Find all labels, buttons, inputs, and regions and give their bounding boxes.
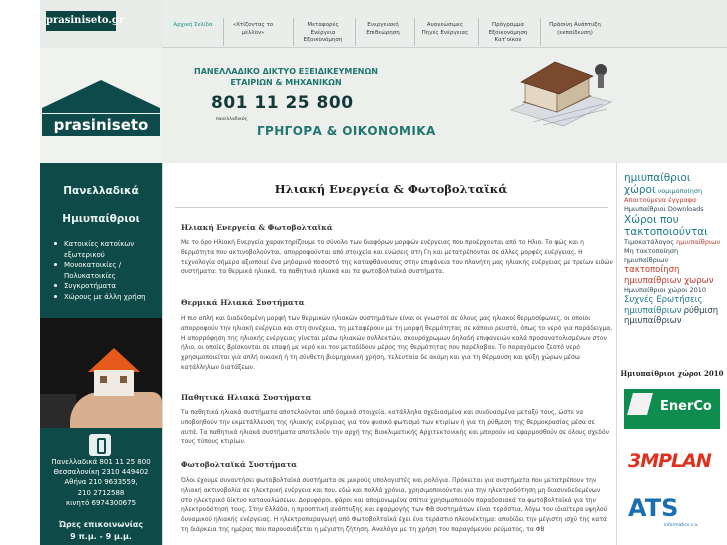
tag-link[interactable]: Απαιτούμενα έγγραφα — [624, 196, 697, 204]
ad-3mplan[interactable] — [624, 444, 720, 484]
nav-building-future[interactable]: «Χτίζοντας το μέλλον» — [232, 22, 274, 36]
nav-divider — [293, 18, 294, 46]
banner-small-label: πανελλαδικός — [216, 117, 248, 122]
nav-transport-energy[interactable]: Μεταφορές Ενέργεια Εξοικονόμηση — [303, 22, 343, 43]
nav-divider — [223, 18, 224, 46]
tag-link[interactable]: Ημιυπαίθριοι Downloads — [624, 205, 704, 213]
tag-link[interactable]: ρύθμιση ημιυπαίθριων — [624, 305, 719, 326]
page-title: Ηλιακή Ενεργεία & Φωτοβολταϊκά — [274, 182, 508, 196]
hours-value: 9 π.μ. - 9 μ.μ. — [70, 532, 132, 541]
title-divider — [175, 207, 608, 208]
sidebar-item-monokatoikies[interactable]: Μονοκατοικίες / Πολυκατοικίες — [52, 260, 160, 281]
contact-line-4: 210 2712588 — [77, 489, 125, 497]
tag-link[interactable]: τακτοποίηση ημιυπαίθριων χωρων — [624, 265, 714, 286]
banner-network-line2: ΕΤΑΙΡΙΩΝ & ΜΗΧΑΝΙΚΩΝ — [230, 78, 342, 87]
tag-link[interactable]: ημιυπαίθριων — [676, 238, 721, 246]
tag-link[interactable]: νομιμοποίηση — [655, 187, 703, 195]
nav-energy-inspection[interactable]: Ενεργειακή Επιθεώρηση — [366, 22, 400, 36]
house-roof-shape — [88, 348, 140, 372]
nav-green-growth[interactable]: Πράσινη Ανάπτυξη (εκπαίδευση) — [549, 22, 601, 36]
sidebar-item-sygkrotimata[interactable]: Συγκροτήματα — [52, 281, 160, 292]
sidebar-heading-panelladika[interactable]: Πανελλαδικά — [63, 185, 139, 197]
ads-title: Ημιυπαίθριοι χώροι 2010 — [620, 369, 724, 378]
section-heading-thermal: Θερμικά Ηλιακά Συστήματα — [181, 298, 305, 307]
tag-link[interactable]: Μη τακτοποίηση ημιυπαίθριων — [624, 247, 679, 264]
section-heading-pv: Φωτοβολταϊκά Συστήματα — [181, 460, 298, 469]
sidebar-item-alli-xrisi[interactable]: Χώρους με άλλη χρήση — [52, 292, 160, 303]
ad-enerco-label: EnerCo — [660, 399, 712, 414]
logo-stripe — [42, 108, 160, 113]
hours-title: Ώρες επικοινωνίας — [58, 520, 144, 529]
section-body-solar: Με το όρο Ηλιακή Ενεργεία χαρακτηρίζουμε το σύνολο των διαφόρων μορφών ενέργειας που προέρχονται από το Ηλιο. Το φώς και η θερμότητα που ακτινοβολούνται, απορροφούνται από στοιχεία και ενώσεις στη Γη και μετατρέπονται σε άλλες μορφές ενέργειας. Η τεχνολογία σήμερα αξιοποιεί ένα μηδαμινό ποσοστό της καταφθάνουσας στην επιφάνεια του πλανήτη μας ηλιακής ενέργειας με τρείων ειδών συστήματα: τα θερμικά ηλιακά, τα παθητικά ηλιακά και τα φωτοβολταϊκά συστήματα. — [181, 239, 613, 276]
nav-home[interactable]: Αρχική Σελίδα — [173, 22, 213, 28]
tag-link[interactable]: Ημιυπαίθριοι χώροι 2010 — [624, 286, 707, 294]
tag-link[interactable]: Συχνές Ερωτήσεις ημιυπαίθριων — [624, 295, 703, 316]
ad-ats-sub: informatics s.a. — [664, 523, 699, 528]
logo-text[interactable]: prasiniseto — [42, 114, 160, 136]
ad-3mplan-label: 3MPLAN — [628, 450, 711, 472]
banner-network-line1: ΠΑΝΕΛΛΑΔΙΚΟ ΔΙΚΤΥΟ ΕΞΕΙΔΙΚΕΥΜΕΝΩΝ — [194, 67, 378, 76]
contact-line-2: Θεσσαλονίκη 2310 449402 — [53, 468, 149, 476]
ad-enerco[interactable] — [624, 389, 720, 429]
tag-link[interactable]: Χώροι που τακτοποιούνται — [624, 214, 708, 238]
nav-renewable[interactable]: Ανανεώσιμες Πηγές Ενέργειας — [421, 22, 469, 36]
hand-shape — [70, 392, 162, 428]
sidebar-list — [52, 239, 160, 302]
sidebar-item-exoterikou[interactable]: Κατοικίες κατοίκων εξωτερικού — [52, 239, 160, 260]
section-body-thermal: Η πιο απλή και διαδεδομένη μορφή των θερμικών ηλιακών συστημάτων είναι οι γνωστοί σε όλους μας ηλιακοί θερμοσίφωνες, οι οποίοι απορροφούν την ηλιακή ενέργεια και στη συνέχεια, τη μεταφέρουν με τη μορφή θερμότητας σε κάποιο ρευστό, όπως το νερό για παράδειγμα. Η απορρόφηση της ηλιακής ενέργειας γίνεται μέσω ηλιακών συλλεκτών, σκουρόχρωμων δηλαδή επιφανειών καλά προσανατολισμένων στον ήλιο, οι οποίες βρίσκονται σε επαφή με νερό και τον μεταδίδουν μέρος της θερμότητας που παρέλαβαν. Το παραγόμενο ζεστό νερό χρησιμοποιείται για απλή οικιακή ή τη σύνθετη βιομηχανική χρήση, τελευταία δε ακόμη και για τη θέρμανση και ψύξη χώρων μέσω κατάλληλων διατάξεων. — [181, 315, 613, 371]
nav-divider — [414, 18, 415, 46]
tag-cloud — [624, 172, 724, 327]
house-wall-shape — [94, 370, 134, 396]
banner-phone-number: 801 11 25 800 — [211, 93, 354, 113]
house-plan-illustration — [503, 52, 615, 136]
house-window — [100, 376, 107, 383]
section-heading-solar: Ηλιακή Ενεργεία & Φωτοβολταϊκά — [181, 223, 333, 232]
nav-exoikonomisi[interactable]: Πρόγραμμα Εξοικονόμηση Κατ'οίκον — [488, 22, 528, 43]
banner-slogan: ΓΡΗΓΟΡΑ & ΟΙΚΟΝΟΜΙΚΑ — [257, 124, 436, 138]
section-heading-passive: Παθητικά Ηλιακά Συστήματα — [181, 393, 312, 402]
roof-logo-icon — [42, 80, 160, 108]
nav-divider — [355, 18, 356, 46]
site-title[interactable]: prasiniseto.gr — [46, 11, 116, 31]
sidebar-heading-imiypaithrioi[interactable]: Ημιυπαίθριοι — [62, 213, 140, 225]
nav-divider — [540, 18, 541, 46]
nav-divider — [478, 18, 479, 46]
ad-ats-label: ATS — [628, 494, 679, 522]
contact-line-1: Πανελλαδικά 801 11 25 800 — [51, 458, 151, 466]
house-window — [120, 376, 127, 383]
tag-link[interactable]: Τιμοκατάλογος — [624, 238, 675, 246]
enerco-logo-icon — [627, 393, 653, 415]
section-body-pv: Όλοι έχουμε συναντήσει φωτοβολταϊκά συστήματα σε μικρούς υπολογιστές και ρολόγια. Πρόκειται για συστήματα που μετατρέπουν την ηλιακή ακτινοβολία σε ηλεκτρική ενέργεια και που, εδώ και πολλά χρόνια, χρησιμοποιούνται για την ηλεκτροδότηση μη διασυνδεδεμένων στο ηλεκτρικό δίκτυο καταναλώσεων. Δορυφόροι, φάροι και απομονωμένα σπίτια χρησιμοποιούν παραδοσιακά τα φωτοβολταϊκά για την ηλεκτροδότησή τους. Στην Ελλάδα, η προοπτική ανάπτυξης και εφαρμογής των ΦΒ συστημάτων είναι τεράστια, λόγω του ιδιαίτερα υψηλού δυναμικού ηλιακής ενέργειας. Η ηλεκτροπαραγωγή από Φωτοβολταϊκά έχει ένα τεράστιο πλεονέκτημα: αποδίδει την μέγιστη ισχύ της κατά τη διάρκεια της ημέρας που παρουσιάζεται η μέγιστη ζήτηση. Αναλόγα με τη χρήση του παραγόμενου ρεύματος, τα ΦΒ — [181, 477, 608, 533]
tag-link[interactable]: ημιυπαίθριοι χώροι — [624, 172, 691, 196]
contact-line-3: Αθήνα 210 9633559, — [64, 478, 138, 486]
ad-ats[interactable] — [624, 494, 720, 534]
section-body-passive: Τα παθητικά ηλιακά συστήματα αποτελούνται από δομικά στοιχεία, κατάλληλα σχεδιασμένα και συνδυασμένα μεταξύ τους, ώστε να υποβοηθούν την εκμετάλλευση της ηλιακής ενέργειας για τον φυσικό φωτισμό των κτιρίων ή για τη ρύθμιση της θερμοκρασίας μέσα σε αυτά. Τα παθητικά ηλιακά συστήματα αποτελούν την αρχή της Βιοκλιματικής Αρχιτεκτονικής και μπορούν να εφαρμοσθούν σε όλους σχεδόν τους τύπους κτιρίων. — [181, 409, 609, 446]
contact-line-5: κινητό 6974300675 — [65, 499, 137, 507]
phone-icon — [89, 434, 111, 456]
house-illustration — [40, 318, 162, 428]
